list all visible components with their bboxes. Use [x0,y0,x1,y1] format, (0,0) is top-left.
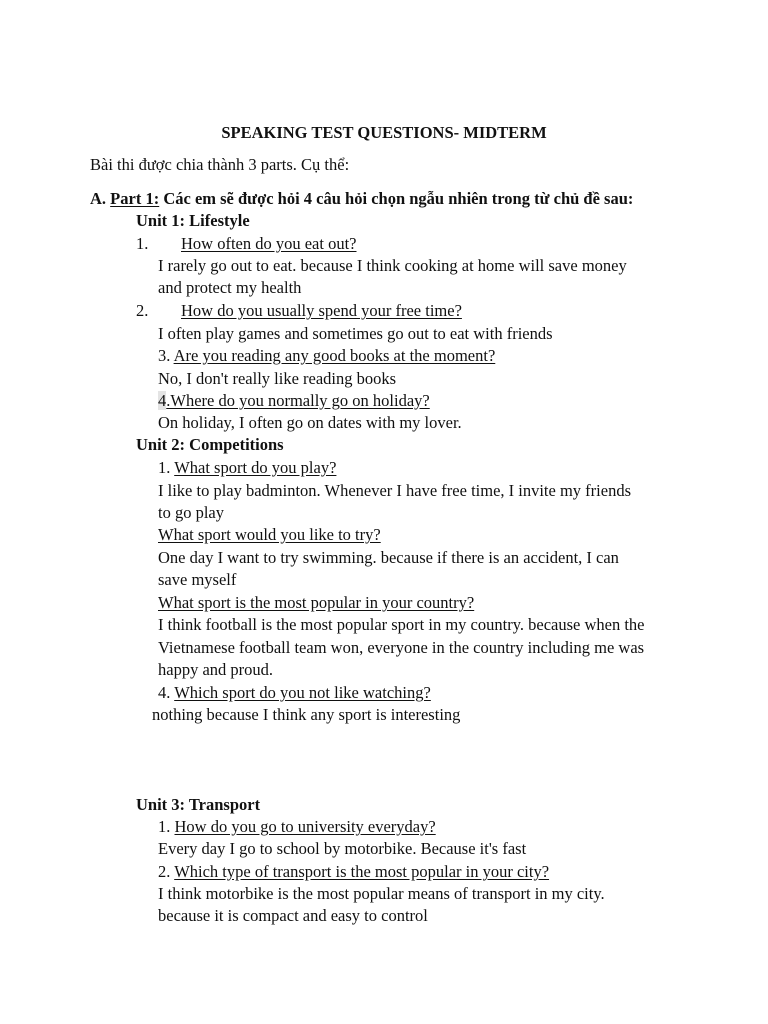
part-a-description: Các em sẽ được hỏi 4 câu hỏi chọn ngẫu nhiên trong từ chủ đề sau: [163,189,634,208]
unit3-a1: Every day I go to school by motorbike. Because it's fast [158,839,527,858]
unit3-heading: Unit 3: Transport [136,795,261,814]
unit1-q4-line [158,391,430,411]
unit2-q4-line [158,683,431,703]
unit3-q2-line [158,862,549,882]
unit2-heading: Unit 2: Competitions [136,435,284,454]
part-a-letter: A. [90,189,107,208]
unit1-a1-line1: I rarely go out to eat. because I think cooking at home will save money [158,256,627,275]
unit2-a3-line2: Vietnamese football team won, everyone in the country including me was [158,638,645,657]
unit2-a2-line2: save myself [158,570,237,589]
unit2-q3: What sport is the most popular in your country? [158,593,475,612]
unit2-q4: Which sport do you not like watching? [174,683,431,702]
unit2-q1-line [158,458,336,478]
unit1-q2-number: 2. [136,301,149,320]
unit3-a2-line2: because it is compact and easy to control [158,906,428,925]
unit2-a3-line3: happy and proud. [158,660,274,679]
unit3-q2-number: 2. [158,862,171,881]
part-a-heading [90,189,633,209]
unit2-q2: What sport would you like to try? [158,525,381,544]
unit3-a2-line1: I think motorbike is the most popular means of transport in my city. [158,884,605,903]
unit2-a2-line1: One day I want to try swimming. because if there is an accident, I can [158,548,619,567]
unit2-a3-line1: I think football is the most popular sport in my country. because when the [158,615,645,634]
intro-text: Bài thi được chia thành 3 parts. Cụ thể: [90,155,350,174]
unit1-a4: On holiday, I often go on dates with my lover. [158,413,462,432]
unit1-heading: Unit 1: Lifestyle [136,211,250,230]
unit1-q3-line [158,346,495,366]
unit3-q1-line [158,817,436,837]
unit2-q4-number: 4. [158,683,171,702]
part-a-label: Part 1: [110,189,160,208]
unit1-q4-number: 4 [158,391,167,410]
unit2-a4: nothing because I think any sport is interesting [152,705,461,724]
unit1-a2: I often play games and sometimes go out to eat with friends [158,324,553,343]
unit3-q1: How do you go to university everyday? [174,817,436,836]
unit1-a3: No, I don't really like reading books [158,369,397,388]
unit2-a1-line2: to go play [158,503,224,522]
unit1-q1: How often do you eat out? [181,234,357,253]
unit3-q1-number: 1. [158,817,171,836]
unit1-q3: Are you reading any good books at the moment? [173,346,496,365]
unit2-a1-line1: I like to play badminton. Whenever I have free time, I invite my friends [158,481,631,500]
unit2-q1-number: 1. [158,458,171,477]
unit2-q1: What sport do you play? [174,458,337,477]
unit1-q4: .Where do you normally go on holiday? [166,391,430,410]
unit1-a1-line2: and protect my health [158,278,302,297]
unit3-q2: Which type of transport is the most popular in your city? [174,862,550,881]
unit1-q2: How do you usually spend your free time? [181,301,462,320]
unit1-q3-number: 3. [158,346,171,365]
unit1-q1-number: 1. [136,234,149,253]
page-title: SPEAKING TEST QUESTIONS- MIDTERM [221,123,547,142]
